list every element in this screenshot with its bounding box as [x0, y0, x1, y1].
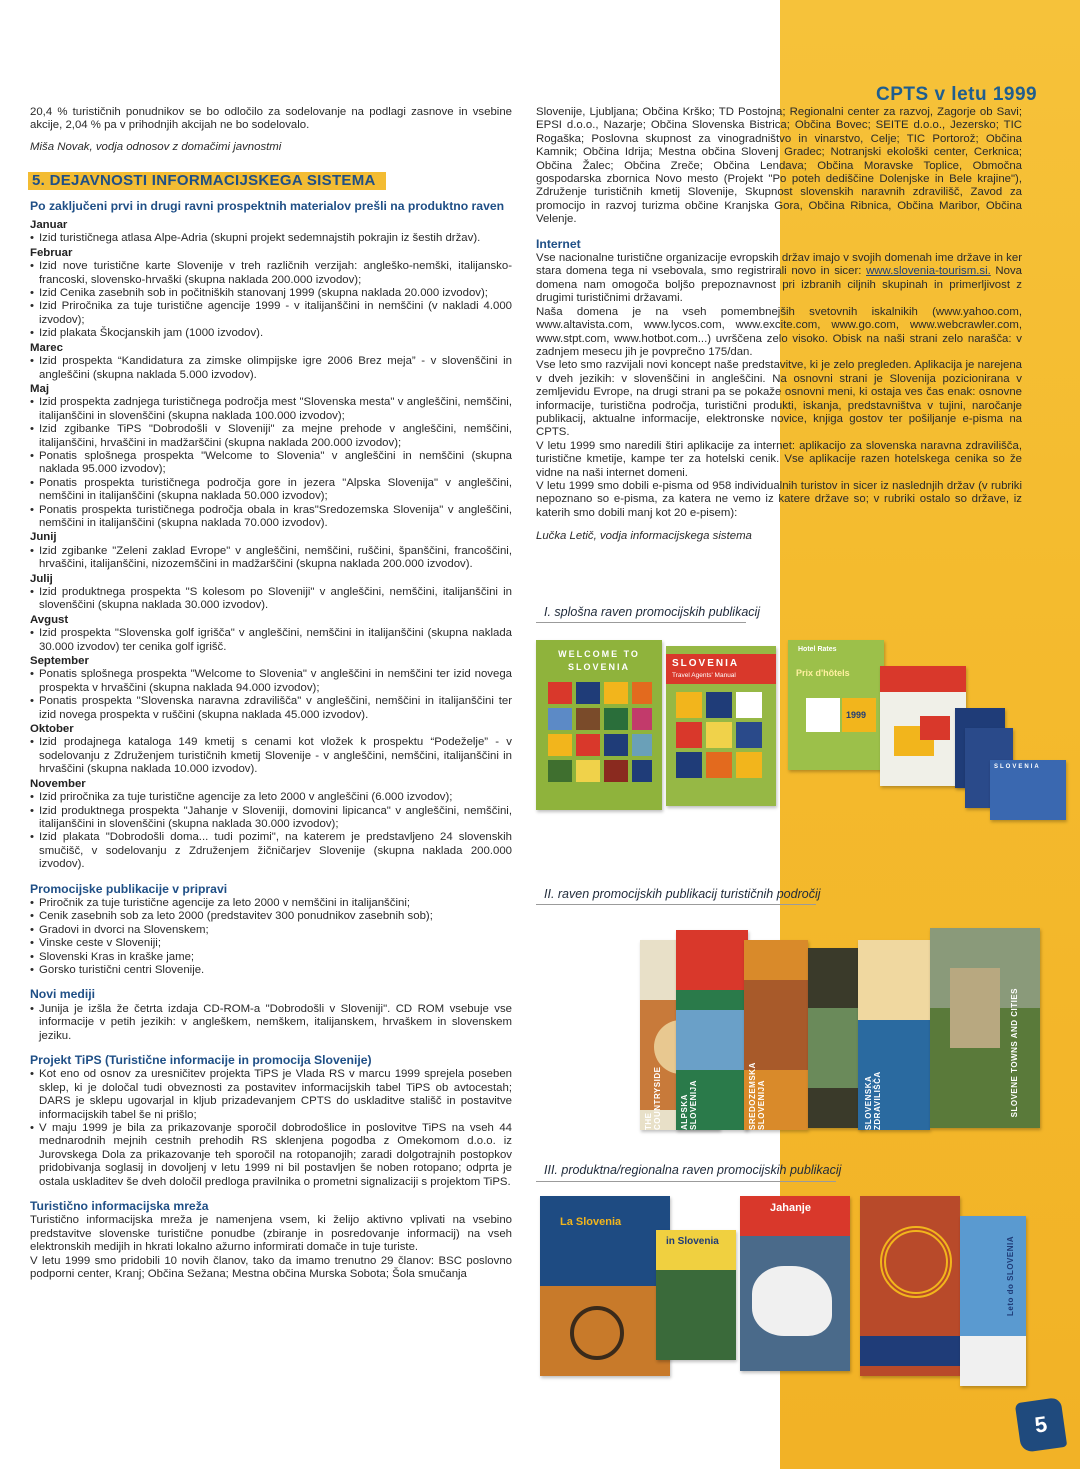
month-items	[30, 260, 512, 340]
tips-list	[30, 1068, 512, 1189]
signature-novak: Miša Novak, vodja odnosov z domačimi javnostmi	[30, 140, 282, 153]
network-title: Turistično informacijska mreža	[30, 1199, 209, 1214]
domain-link[interactable]: www.slovenia-tourism.si.	[866, 265, 991, 278]
month-heading: Avgust	[30, 613, 69, 626]
month-items	[30, 355, 512, 382]
month-heading: Marec	[30, 341, 63, 354]
cover-mediterranean	[744, 940, 808, 1130]
list-item: • Gradovi in dvorci na Slovenskem;	[30, 924, 512, 937]
cover-hotel-subtitle: Prix d'hôtels	[796, 668, 850, 678]
list-item: • Izid Cenika zasebnih sob in počitniških stanovanj 1999 (skupna naklada 20.000 izvodov);	[30, 287, 512, 300]
media-list	[30, 1003, 512, 1043]
list-item: • Izid turističnega atlasa Alpe-Adria (skupni projekt sedemnajstih pokrajin iz šestih držav).	[30, 232, 512, 245]
cover-hotel-rates	[788, 640, 884, 770]
month-heading: Maj	[30, 382, 49, 395]
cover-slovenia-title: SLOVENIA	[672, 658, 740, 669]
list-item: • V maju 1999 je bila za prikazovanje sporočil dobrodošlice in poslovitve TiPS na vseh 44 mednarodnih mejnih cestnih prehodih RS sklenjena pogodba z Omekomom d.o.o. iz Jurovskega Dola za prikazovanje teh sporočil na rotopanojih; zaradi dolgotrajnih postopkov pridobivanja soglasij in dovoljenj v letu 1999 ni bil postavljen še noben rotopano; odprta je ostala uskladitev še dveh določil predloga pravilnika o prometni signalizaciji s projektom TiPS.	[30, 1122, 512, 1189]
intro-paragraph: 20,4 % turističnih ponudnikov se bo odločilo za sodelovanje na podlagi zasnove in vsebine akcije, 2,04 % pa v prihodnjih akcijah ne bo sodelovalo.	[30, 106, 512, 132]
year-label: 1999	[846, 710, 867, 720]
list-item: • Kot eno od osnov za uresničitev projekta TiPS je Vlada RS v marcu 1999 sprejela poseben sklep, ki je določal tudi obveznosti za postavitev informacijskih tabel TiPS ob avtocestah; DARS je sklepu ugovarjal in kljub prizadevanjem CPTS do uskladitve stališč in postavitve informacijskih tabel še ni prišlo;	[30, 1068, 512, 1122]
list-item: • Izid priročnika za tuje turistične agencije za leto 2000 v angleščini (6.000 izvodov);	[30, 791, 512, 804]
cover-hotel-title: Hotel Rates	[798, 646, 837, 653]
caption-rule-3	[536, 1181, 836, 1182]
internet-paragraph-5: V letu 1999 smo dobili e-pisma od 958 individualnih turistov in sicer iz naslednjih držav (v rubriki nepoznano so e-pisma, za katera ne vemo iz katere države so; v rubriki ostalo so države, iz katerih smo dobili manj kot 20 e-pisem):	[536, 479, 1022, 519]
list-item: • Izid plakata Škocjanskih jam (1000 izvodov).	[30, 327, 512, 340]
cover-ski	[960, 1216, 1026, 1386]
list-item: • Izid zgibanke "Zeleni zaklad Evrope" v angleščini, nemščini, ruščini, španščini, francoščini, hrvaščini, italijanščini, nizozemščini in madžarščini (skupna naklada 200.000 izvodov).	[30, 545, 512, 572]
cover-agents-subtitle: Travel Agents' Manual	[672, 672, 736, 679]
month-list	[30, 219, 512, 872]
cover-welcome	[536, 640, 662, 810]
cover-golf	[656, 1230, 736, 1360]
month-heading: September	[30, 655, 89, 668]
list-item: • Izid plakata "Dobrodošli doma... tudi pozimi", na katerem je predstavljeno 24 slovenskih smučišč, v sodelovanju z Združenjem žičničarjev Slovenije (skupna naklada 200.000 izvodov).	[30, 831, 512, 871]
list-item: • Vinske ceste v Sloveniji;	[30, 937, 512, 950]
list-item: • Izid zgibanke TiPS "Dobrodošli v Sloveniji" za mejne prehode v angleščini, nemščini, italijanščini, hrvaščini in madžarščini (skupna naklada 200.000 izvodov);	[30, 423, 512, 450]
members-paragraph: Slovenije, Ljubljana; Občina Krško; TD Postojna; Regionalni center za razvoj, Zagorje ob Savi; EPSI d.o.o., Nazarje; Občina Slovenska Bistrica; Občina Bovec; SEITE d.o.o., Jezersko; TIC Rogaška; Poslovna skupnost za vinogradništvo in vinarstvo, Celje; TIC Portorož; Občina Kamnik; Občina Idrija; Mestna občina Slovenj Gradec; Notranjski ekološki center, Cerknica; Občina Žalec; Občina Zreče; Občina Lendava; Občina Moravske Toplice, Območna gospodarska zbornica Novo mesto (Projekt "Po poteh dediščine Dolenjske in Bele krajine"), Združenje turističnih kmetij Slovenije, Skupnost slovenskih naravnih zdravilišč, Zavod za promocijo in razvoj turizma občine Kranjska Gora, Občina Ribnica, Občina Maribor, Občina Velenje.	[536, 106, 1022, 226]
spine-countryside: THE COUNTRYSIDE	[644, 1066, 662, 1130]
cover-alpine	[676, 930, 748, 1130]
list-item: • Izid prospekta “Kandidatura za zimske olimpijske igre 2006 Brez meja” - v slovenščini in angleščini (skupna naklada 5.000 izvodov).	[30, 355, 512, 382]
list-item: • Ponatis splošnega prospekta "Welcome to Slovenia" v angleščini in nemščini ter izid novega prospekta v hrvaščini (skupna naklada 94.000 izvodov);	[30, 668, 512, 695]
list-item: • Junija je izšla že četrta izdaja CD-ROM-a "Dobrodošli v Sloveniji". CD ROM vsebuje vse informacije v petih jezikih: v angleškem, nemškem, italijanskem, hrvaškem in slovenskem jeziku.	[30, 1003, 512, 1043]
internet-text-a: Vse nacionalne turistične organizacije evropskih držav imajo v svojih domenah ime države in ker stara domena tega ni vsebovala, smo registrirali novo in sicer:	[536, 252, 1022, 278]
spine-mediterranean: SREDOZEMSKA SLOVENIJA	[748, 1062, 766, 1130]
month-items	[30, 736, 512, 776]
cover-towns	[930, 928, 1040, 1128]
spine-alpine: ALPSKA SLOVENIJA	[680, 1080, 698, 1130]
month-heading: Julij	[30, 572, 53, 585]
month-items	[30, 627, 512, 654]
month-items	[30, 586, 512, 613]
list-item: • Ponatis prospekta turističnega področja gore in jezera "Alpska Slovenija" v angleščini, nemščini in italijanščini (skupna naklada 50.000 izvodov);	[30, 477, 512, 504]
tips-title: Projekt TiPS (Turistične informacije in promocija Slovenije)	[30, 1053, 372, 1067]
list-item: • Ponatis prospekta turističnega področja obala in kras"Sredozemska Slovenija" v angleščini, nemščini in italijanščini (skupna naklada 70.000 izvodov).	[30, 504, 512, 531]
caption-rule-1	[536, 622, 746, 623]
list-item: • Slovenski Kras in kraške jame;	[30, 951, 512, 964]
network-paragraph-2: V letu 1999 smo pridobili 10 novih članov, tako da imamo trenutno 29 članov: BSC poslovno podporni center, Kranj; Občina Sežana; Mestna občina Murska Sobota; Šola smučanja	[30, 1254, 512, 1281]
internet-paragraph-3: Vse leto smo razvijali novi koncept naše predstavitve, ki je zelo pregleden. Aplikacija je narejena v dveh jezikih: v slovenščini in angleščini. Na osnovni strani je Slovenija pozicionirana v zemljevidu Evrope, na drugi strani pa se pokaže osnovni meni, ki ostaja ves čas enak: osnovne informacije, turistična področja, turistični produkti, iskanja, predstavništva v tujini, naročanje publikacij, aktualne informacije, elektronske novice, knjiga gostov ter pošiljanje e-pisma na CPTS.	[536, 359, 1022, 439]
month-heading: November	[30, 777, 86, 790]
network-paragraph-1: Turistično informacijska mreža je namenjena vsem, ki želijo aktivno vplivati na vsebino predstavitve slovenske turistične ponudbe (zbiranje in posredovanje informacij) na vseh elektronskih medijih in hkrati lokalno ažurno informirati domače in tuje turiste.	[30, 1214, 512, 1254]
cover-hotel-prices	[880, 666, 966, 786]
spine-towns: SLOVENE TOWNS AND CITIES	[1010, 988, 1019, 1118]
prep-list	[30, 897, 512, 977]
month-items	[30, 668, 512, 722]
cover-golf-title: in Slovenia	[666, 1236, 719, 1247]
internet-title: Internet	[536, 236, 581, 251]
caption-rule-2	[536, 904, 816, 905]
left-column	[30, 106, 512, 1282]
brochure-stack-3: SLOVENIA	[990, 760, 1066, 820]
list-item: • Priročnik za tuje turistične agencije za leto 2000 v nemščini in italijanščini;	[30, 897, 512, 910]
month-items	[30, 545, 512, 572]
cover-riding-title: Jahanje	[770, 1202, 811, 1214]
section-lead: Po zaključeni prvi in drugi ravni prospektnih materialov prešli na produktno raven	[30, 198, 505, 213]
list-item: • Ponatis splošnega prospekta "Welcome to Slovenia" v angleščini in nemščini (skupna naklada 95.000 izvodov);	[30, 450, 512, 477]
list-item: • Izid Priročnika za tuje turistične agencije 1999 - v italijanščini in nemščini (v nakladi 4.000 izvodov);	[30, 300, 512, 327]
list-item: • Gorsko turistični centri Slovenije.	[30, 964, 512, 977]
section-title: 5. DEJAVNOSTI INFORMACIJSKEGA SISTEMA	[28, 172, 386, 189]
internet-paragraph-2: Naša domena je na vseh pomembnejših svetovnih iskalnikih (www.yahoo.com, www.altavista.com, www.lycos.com, www.excite.com, www.go.com, www.webcrawler.com, www.stpt.com, www.hotbot.com...) uvrščena zelo visoko. Obisk na naši strani zelo narašča: v zadnjem mesecu jih je povprečno 175/dan.	[536, 305, 1022, 358]
list-item: • Izid prospekta zadnjega turističnega področja mest "Slovenska mesta" v angleščini, nemščini, italijanščini in slovenščini (skupna naklada 100.000 izvodov);	[30, 396, 512, 423]
cover-spa-1	[808, 948, 864, 1128]
media-title: Novi mediji	[30, 987, 96, 1002]
caption-3: III. produktna/regionalna raven promocijskih publikacij	[544, 1163, 842, 1177]
caption-2: II. raven promocijskih publikacij turističnih področij	[544, 887, 821, 901]
list-item: • Izid produktnega prospekta "Jahanje v Sloveniji, domovini lipicanca" v angleščini, nemščini, italijanščini in slovenščini (skupna naklada 30.000 izvodov);	[30, 805, 512, 832]
cover-agents-manual	[666, 646, 776, 806]
cover-riding	[740, 1196, 850, 1371]
cover-welcome-title: WELCOME TO SLOVENIA	[558, 649, 640, 672]
caption-1: I. splošna raven promocijskih publikacij	[544, 605, 761, 619]
internet-paragraph-4: V letu 1999 smo naredili štiri aplikacije za internet: aplikacijo za slovenska naravna zdravilišča, turistične kmetije, kampe ter za hotelski cenik. Vse aplikacije razen hotelskega cenika so že vidne na naši internet domeni.	[536, 439, 1022, 479]
month-heading: Februar	[30, 246, 73, 259]
right-column	[536, 106, 1022, 544]
page-header-title: CPTS v letu 1999	[876, 84, 1038, 105]
cover-spa	[858, 940, 930, 1130]
month-items	[30, 791, 512, 871]
month-items	[30, 232, 512, 245]
list-item: • Izid produktnega prospekta "S kolesom po Sloveniji" v angleščini, nemščini, italijanščini in slovenščini (skupna naklada 30.000 izvodov).	[30, 586, 512, 613]
cover-heritage	[860, 1196, 960, 1376]
signature-letic: Lučka Letič, vodja informacijskega sistema	[536, 530, 752, 543]
list-item: • Izid nove turistične karte Slovenije v treh različnih verzijah: angleško-nemški, italijansko-francoski, slovensko-hrvaški (skupna naklada 200.000 izvodov);	[30, 260, 512, 287]
list-item: • Cenik zasebnih sob za leto 2000 (predstavitev 300 ponudnikov zasebnih sob);	[30, 910, 512, 923]
list-item: • Izid prospekta "Slovenska golf igrišča" v angleščini, nemščini in italijanščini (skupna naklada 30.000 izvodov) ter cenika golf igrišč.	[30, 627, 512, 654]
month-heading: Januar	[30, 219, 68, 232]
month-items	[30, 396, 512, 530]
cover-cycling-title: La Slovenia	[560, 1216, 622, 1228]
internet-paragraph-1	[536, 252, 1022, 306]
list-item: • Ponatis prospekta "Slovenska naravna zdravilišča" v angleščini, nemščini in italijanščini ter izid novega prospekta v ruščini (skupna naklada 45.000 izvodov).	[30, 695, 512, 722]
cover-cycling	[540, 1196, 670, 1376]
spine-ski: Leto do SLOVENIA	[1006, 1236, 1015, 1316]
prep-title: Promocijske publikacije v pripravi	[30, 881, 228, 896]
internet-text-b: Nova domena nam omogoča boljšo prepoznavnost pri izbranih ciljnih skupinah in primerljivost z drugimi turističnimi državami.	[536, 265, 1022, 305]
list-item: • Izid prodajnega kataloga 149 kmetij s cenami kot vložek k prospektu “Podeželje” - v sodelovanju z Združenjem turističnih kmetij Slovenije - v angleščini, nemščini, italijanščini in hrvaščini (skupna naklada 10.000 izvodov).	[30, 736, 512, 776]
page-number: 5	[1015, 1397, 1068, 1453]
month-heading: Junij	[30, 531, 57, 544]
month-heading: Oktober	[30, 723, 74, 736]
spine-spa: SLOVENSKA ZDRAVILIŠČA	[864, 1071, 882, 1130]
